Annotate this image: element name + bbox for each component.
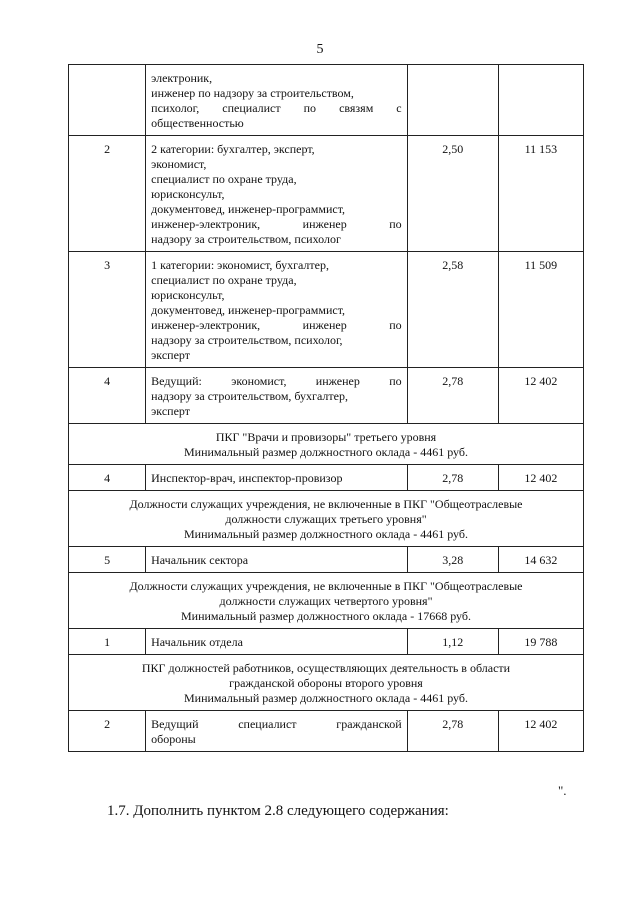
salary-cell: 19 788 <box>498 629 583 655</box>
group-header-line: Минимальный размер должностного оклада - 4461 руб. <box>184 527 468 541</box>
salary-cell: 11 509 <box>498 252 583 368</box>
position-cell <box>146 465 408 491</box>
group-header-line: гражданской обороны второго уровня <box>229 676 423 690</box>
salary-cell: 12 402 <box>498 711 583 752</box>
position-line: 2 категории: бухгалтер, эксперт, <box>151 142 315 156</box>
position-line: 1 категории: экономист, бухгалтер, <box>151 258 329 272</box>
group-header-cell <box>69 424 584 465</box>
coefficient-cell: 2,78 <box>407 711 498 752</box>
group-header-line: Должности служащих учреждения, не включенные в ПКГ "Общеотраслевые <box>129 579 523 593</box>
group-header-cell <box>69 655 584 711</box>
position-line: юрисконсульт, <box>151 288 225 302</box>
group-header-cell <box>69 491 584 547</box>
position-line: надзору за строительством, бухгалтер, <box>151 389 348 403</box>
page-number: 5 <box>316 42 324 57</box>
group-header-line: Минимальный размер должностного оклада - 17668 руб. <box>181 609 471 623</box>
position-line: документовед, инженер-программист, <box>151 202 346 216</box>
group-header-line: Минимальный размер должностного оклада - 4461 руб. <box>184 691 468 705</box>
group-header-row <box>69 424 584 465</box>
position-line: специалист по охране труда, <box>151 273 297 287</box>
position-line: специалист по охране труда, <box>151 172 297 186</box>
position-line: Ведущий специалист гражданской <box>151 717 402 731</box>
position-line: экономист, <box>151 157 207 171</box>
salary-cell: 14 632 <box>498 547 583 573</box>
group-header-line: должности служащих четвертого уровня" <box>219 594 433 608</box>
position-cell <box>146 136 408 252</box>
position-cell <box>146 547 408 573</box>
table-row <box>69 547 584 573</box>
table-row <box>69 136 584 252</box>
group-header-row <box>69 573 584 629</box>
position-line: эксперт <box>151 348 190 362</box>
group-header-cell <box>69 573 584 629</box>
position-cell <box>146 368 408 424</box>
position-line: Начальник отдела <box>151 635 243 649</box>
position-line: документовед, инженер-программист, <box>151 303 346 317</box>
position-cell <box>146 711 408 752</box>
position-cell <box>146 252 408 368</box>
coefficient-cell: 2,78 <box>407 368 498 424</box>
salary-cell: 12 402 <box>498 465 583 491</box>
position-line: психолог, специалист по связям с <box>151 101 402 115</box>
table-row <box>69 711 584 752</box>
position-line: юрисконсульт, <box>151 187 225 201</box>
position-line: инженер-электроник, инженер по <box>151 318 402 332</box>
group-header-line: ПКГ "Врачи и провизоры" третьего уровня <box>215 430 437 444</box>
group-header-row <box>69 655 584 711</box>
row-number-cell: 4 <box>69 368 146 424</box>
salary-cell: 11 153 <box>498 136 583 252</box>
position-line: надзору за строительством, психолог, <box>151 333 343 347</box>
group-header-line: ПКГ должностей работников, осуществляющих деятельность в области <box>141 661 511 675</box>
table-row <box>69 368 584 424</box>
coefficient-cell: 2,58 <box>407 252 498 368</box>
table-row <box>69 465 584 491</box>
position-line: инженер-электроник, инженер по <box>151 217 402 231</box>
row-number-cell: 3 <box>69 252 146 368</box>
row-number-cell: 4 <box>69 465 146 491</box>
row-number-cell: 2 <box>69 711 146 752</box>
row-number-cell: 1 <box>69 629 146 655</box>
coefficient-cell <box>407 65 498 136</box>
table-row <box>69 629 584 655</box>
table-row <box>69 65 584 136</box>
row-number-cell: 5 <box>69 547 146 573</box>
group-header-line: должности служащих третьего уровня" <box>225 512 427 526</box>
salary-cell <box>498 65 583 136</box>
group-header-line: Должности служащих учреждения, не включенные в ПКГ "Общеотраслевые <box>129 497 523 511</box>
position-line: эксперт <box>151 404 190 418</box>
row-number-cell <box>69 65 146 136</box>
position-cell <box>146 629 408 655</box>
closing-quote-mark: ". <box>558 783 567 798</box>
coefficient-cell: 1,12 <box>407 629 498 655</box>
position-line: электроник, <box>151 71 213 85</box>
position-line: обороны <box>151 732 196 746</box>
group-header-row <box>69 491 584 547</box>
salary-cell: 12 402 <box>498 368 583 424</box>
table-row <box>69 252 584 368</box>
group-header-line: Минимальный размер должностного оклада - 4461 руб. <box>184 445 468 459</box>
amendment-paragraph: 1.7. Дополнить пунктом 2.8 следующего содержания: <box>107 803 449 819</box>
position-line: инженер по надзору за строительством, <box>151 86 354 100</box>
salary-table <box>68 64 584 752</box>
position-line: Инспектор-врач, инспектор-провизор <box>151 471 343 485</box>
position-line: Начальник сектора <box>151 553 249 567</box>
position-line: общественностью <box>151 116 244 130</box>
coefficient-cell: 2,50 <box>407 136 498 252</box>
coefficient-cell: 3,28 <box>407 547 498 573</box>
coefficient-cell: 2,78 <box>407 465 498 491</box>
position-line: Ведущий: экономист, инженер по <box>151 374 402 388</box>
position-line: надзору за строительством, психолог <box>151 232 341 246</box>
position-cell <box>146 65 408 136</box>
row-number-cell: 2 <box>69 136 146 252</box>
